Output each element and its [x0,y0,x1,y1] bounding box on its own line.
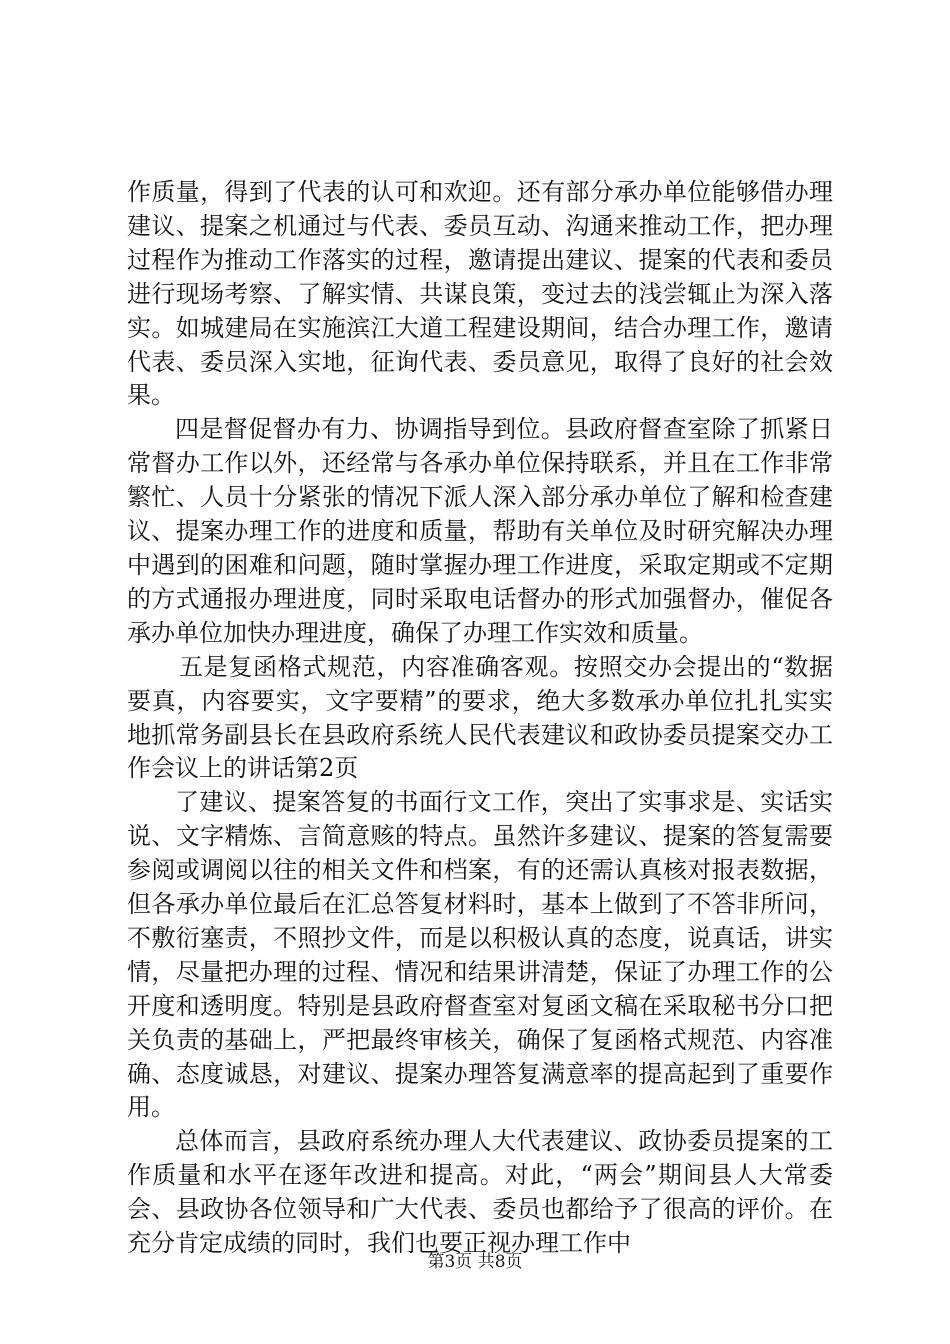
document-body [127,176,833,1261]
page-number-footer: 第3页 共8页 [427,1252,523,1272]
paragraph-point-four: 四是督促督办有力、协调指导到位。县政府督查室除了抓紧日常督办工作以外，还经常与各承办单位保持联系，并且在工作非常繁忙、人员十分紧张的情况下派人深入部分承办单位了解和检查建议、提案办理工作的进度和质量，帮助有关单位及时研究解决办理中遇到的困难和问题，随时掌握办理工作进度，采取定期或不定期的方式通报办理进度，同时采取电话督办的形式加强督办，催促各承办单位加快办理进度，确保了办理工作实效和质量。 [127,415,833,647]
paragraph-continuation: 作质量，得到了代表的认可和欢迎。还有部分承办单位能够借办理建议、提案之机通过与代表、委员互动、沟通来推动工作，把办理过程作为推动工作落实的过程，邀请提出建议、提案的代表和委员进行现场考察、了解实情、共谋良策，变过去的浅尝辄止为深入落实。如城建局在实施滨江大道工程建设期间，结合办理工作，邀请代表、委员深入实地，征询代表、委员意见，取得了良好的社会效果。 [127,178,833,410]
paragraph-summary: 总体而言，县政府系统办理人大代表建议、政协委员提案的工作质量和水平在逐年改进和提高。对此，“两会”期间县人大常委会、县政协各位领导和广大代表、委员也都给予了很高的评价。在充分肯定成绩的同时，我们也要正视办理工作中 [127,1127,833,1258]
paragraph-point-five: 五是复函格式规范，内容准确客观。按照交办会提出的“数据要真，内容要实，文字要精”的要求，绝大多数承办单位扎扎实实地抓常务副县长在县政府系统人民代表建议和政协委员提案交办工作会议上的讲话第2页 [127,652,833,783]
paragraph-reply-work: 了建议、提案答复的书面行文工作，突出了实事求是、实话实说、文字精炼、言简意赅的特点。虽然许多建议、提案的答复需要参阅或调阅以往的相关文件和档案，有的还需认真核对报表数据，但各承办单位最后在汇总答复材料时，基本上做到了不答非所问，不敷衍塞责，不照抄文件，而是以积极认真的态度，说真话，讲实情，尽量把办理的过程、情况和结果讲清楚，保证了办理工作的公开度和透明度。特别是县政府督查室对复函文稿在采取秘书分口把关负责的基础上，严把最终审核关，确保了复函格式规范、内容准确、态度诚恳，对建议、提案办理答复满意率的提高起到了重要作用。 [127,788,833,1122]
